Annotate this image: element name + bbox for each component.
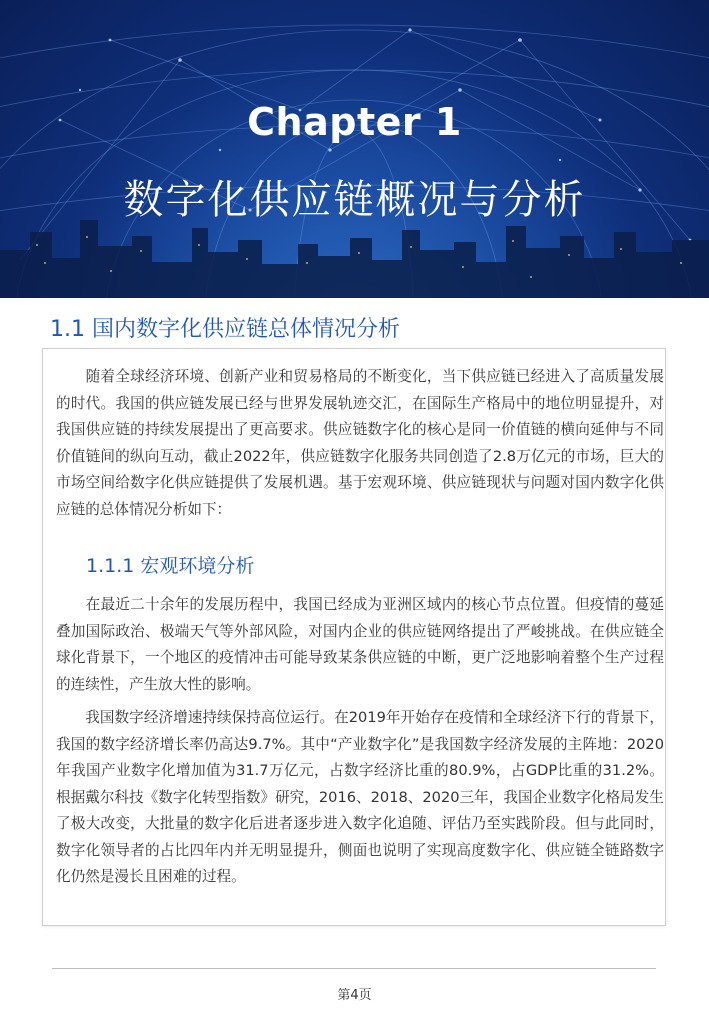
page-number: 第4页 <box>337 988 372 1003</box>
footer-divider <box>52 968 656 969</box>
subsection-heading: 1.1.1 宏观环境分析 <box>86 555 255 577</box>
network-globe-graphic <box>0 0 709 298</box>
intro-paragraph: 随着全球经济环境、创新产业和贸易格局的不断变化，当下供应链已经进入了高质量发展的时代。我国的供应链发展已经与世界发展轨迹交汇，在国际生产格局中的地位明显提升，对我国供应链的持续发展提出了更高要求。供应链数字化的核心是同一价值链的横向延伸与不同价值链间的纵向互动，截止2022年，供应链数字化服务共同创造了2.8万亿元的市场，巨大的市场空间给数字化供应链提供了发展机遇。基于宏观环境、供应链现状与问题对国内数字化供应链的总体情况分析如下： <box>56 368 664 518</box>
body-paragraph-2: 我国数字经济增速持续保持高位运行。在2019年开始存在疫情和全球经济下行的背景下，我国的数字经济增长率仍高达9.7%。其中“产业数字化”是我国数字经济发展的主阵地：2020年我国产业数字化增加值为31.7万亿元，占数字经济比重的80.9%，占GDP比重的31.2%。根据戴尔科技《数字化转型指数》研究，2016、2018、2020三年，我国企业数字化格局发生了极大改变，大批量的数字化后进者逐步进入数字化追随、评估乃至实践阶段。但与此同时，数字化领导者的占比四年内并无明显提升，侧面也说明了实现高度数字化、供应链全链路数字化仍然是漫长且困难的过程。 <box>56 709 664 885</box>
chapter-banner <box>0 0 709 298</box>
chapter-title: 数字化供应链概况与分析 <box>123 177 586 223</box>
chapter-label: Chapter 1 <box>247 100 462 144</box>
body-paragraph-1: 在最近二十余年的发展历程中，我国已经成为亚洲区域内的核心节点位置。但疫情的蔓延叠加国际政治、极端天气等外部风险，对国内企业的供应链网络提出了严峻挑战。在供应链全球化背景下，一个地区的疫情冲击可能导致某条供应链的中断，更广泛地影响着整个生产过程的连续性，产生放大性的影响。 <box>56 596 664 693</box>
section-heading: 1.1 国内数字化供应链总体情况分析 <box>50 317 400 342</box>
